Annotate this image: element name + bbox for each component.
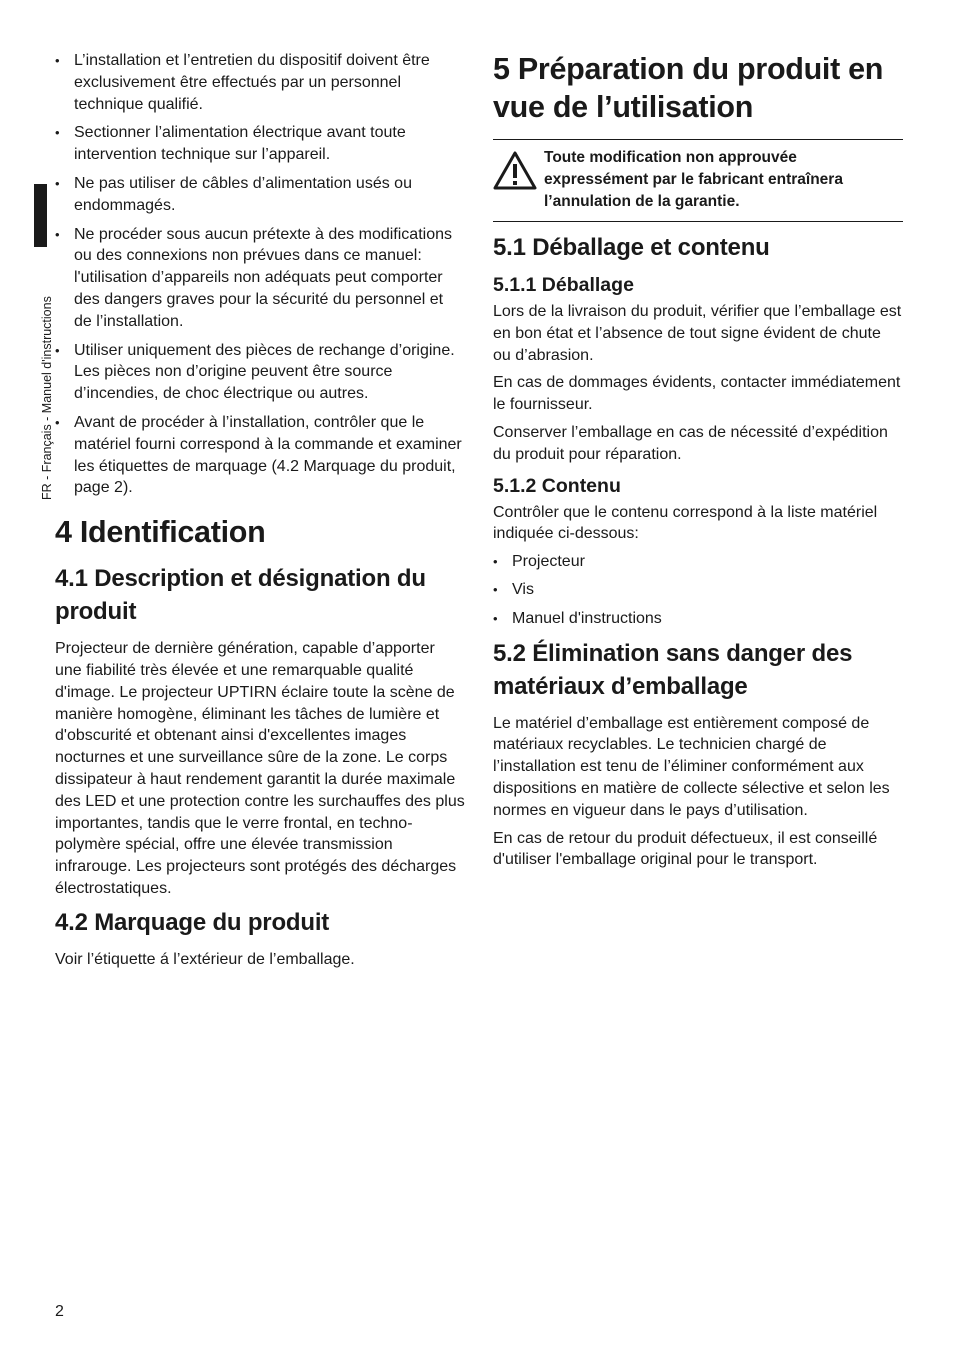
left-column [55,50,465,977]
right-column [493,50,903,877]
list-item: • Projecteur [493,551,903,573]
list-item: • Manuel d'instructions [493,608,903,630]
list-item: • Ne pas utiliser de câbles d’alimentation usés ou endommagés. [55,173,465,217]
paragraph: Lors de la livraison du produit, vérifier que l’emballage est en bon état et l’absence de tout signe évident de chute ou d’abrasion. [493,303,902,364]
sidebar-label: FR - Français - Manuel d'instructions [40,296,54,500]
section-5-1-2-heading: 5.1.2 Contenu [493,474,621,497]
section-5-1-1-heading: 5.1.1 Déballage [493,274,634,296]
paragraph: En cas de retour du produit défectueux, il est conseillé d'utiliser l'emballage original pour le transport. [493,829,878,869]
section-5-heading: 5 Préparation du produit en vue de l’utilisation [493,52,884,124]
section-4-2-heading: 4.2 Marquage du produit [55,908,330,936]
list-item: • Sectionner l’alimentation électrique avant toute intervention technique sur l’appareil. [55,122,465,166]
section-5-2-heading: 5.2 Élimination sans danger des matériaux d’emballage [493,639,853,700]
warning-triangle-icon [493,151,537,191]
contents-list [493,551,903,629]
section-4-heading: 4 Identification [55,515,266,550]
paragraph: En cas de dommages évidents, contacter immédiatement le fournisseur. [493,374,901,414]
safety-list [55,50,465,499]
section-4-1-text: Projecteur de dernière génération, capable d’apporter une fiabilité très élevée et une remarquable qualité d'image. Le projecteur UPTIRN éclaire toute la scène de manière homogène, éliminant les tâches de lumière et d'obscurité et obtenant ainsi d'excellentes images nocturnes et une surveillance sûre de la zone. Le corps dissipateur à haut rendement garantit la durée maximale des LED et une protection contre les surchauffes des plus importantes, tandis que le verre frontal, en techno-polymère spécial, offre une élevée transmission infrarouge. Les projecteurs sont protégés des décharges électrostatiques. [55,640,465,897]
section-4-1-heading: 4.1 Description et désignation du produit [55,565,426,626]
list-item: • Utiliser uniquement des pièces de rechange d’origine. Les pièces non d’origine peuvent être source d’incendies, de choc électrique ou autres. [55,340,465,405]
side-tab-marker [34,184,47,247]
paragraph: Le matériel d’emballage est entièrement composé de matériaux recyclables. Le technicien chargé de l’installation est tenu de l’éliminer conformément aux dispositions en matière de collecte sélective et selon les normes en vigueur dans le pays d’utilisation. [493,714,890,819]
warning-text: Toute modification non approuvée expressément par le fabricant entraînera l’annulation de la garantie. [544,149,843,210]
warning-box [493,139,903,222]
page-number: 2 [55,1303,64,1320]
section-4-2-text: Voir l’étiquette á l’extérieur de l’emballage. [55,950,355,968]
list-item: • L’installation et l’entretien du dispositif doivent être exclusivement être effectués par un personnel technique qualifié. [55,50,465,115]
paragraph: Contrôler que le contenu correspond à la liste matériel indiquée ci-dessous: [493,503,878,543]
list-item: • Avant de procéder à l’installation, contrôler que le matériel fourni correspond à la commande et examiner les étiquettes de marquage (4.2 Marquage du produit, page 2). [55,412,465,499]
list-item: • Vis [493,579,903,601]
paragraph: Conserver l’emballage en cas de nécessité d’expédition du produit pour réparation. [493,423,888,463]
section-5-1-heading: 5.1 Déballage et contenu [493,234,770,261]
list-item: • Ne procéder sous aucun prétexte à des modifications ou des connexions non prévues dans ce manuel: l'utilisation d’appareils non adéquats peut comporter des dangers graves pour la sécurité du personnel et de l’installation. [55,224,465,333]
